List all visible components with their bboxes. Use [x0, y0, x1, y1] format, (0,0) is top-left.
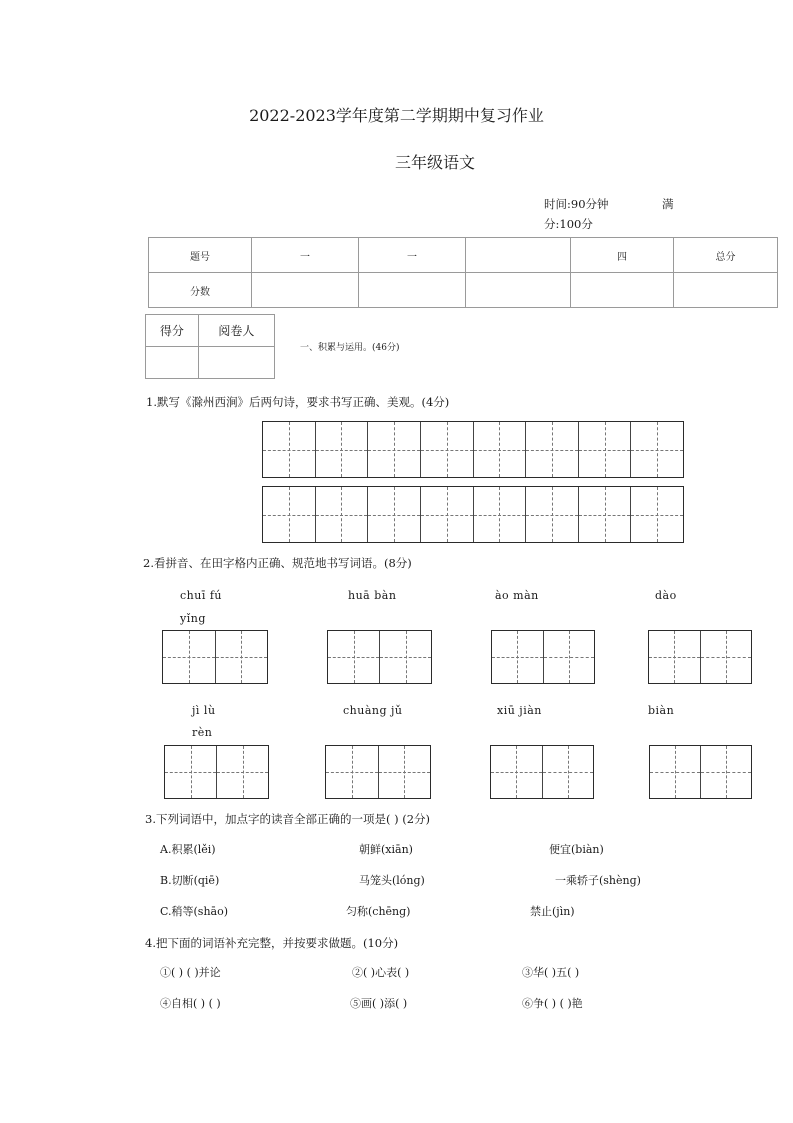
char-grid[interactable]	[164, 745, 269, 799]
score-cell: 四	[571, 238, 674, 273]
fill-blank-2: ②( )心表( )	[352, 966, 410, 979]
option-b-2: 马笼头(lónɡ)	[359, 874, 425, 887]
full-marks-info-b: 分:100分	[544, 217, 593, 231]
pinyin-label: yǐng	[180, 612, 206, 625]
fill-blank-5: ⑤画( )添( )	[350, 997, 408, 1010]
grader-score-input[interactable]	[146, 347, 199, 379]
score-input-cell[interactable]	[466, 273, 571, 308]
score-cell: 一	[252, 238, 359, 273]
page-title: 2022-2023学年度第二学期期中复习作业	[249, 106, 544, 125]
pinyin-label: rèn	[192, 726, 213, 739]
char-grid[interactable]	[325, 745, 431, 799]
writing-grid-line-1[interactable]	[262, 421, 684, 478]
time-info: 时间:90分钟	[544, 197, 609, 211]
char-grid[interactable]	[327, 630, 432, 684]
pinyin-label: huā bàn	[348, 589, 397, 602]
score-input-cell[interactable]	[674, 273, 778, 308]
score-table-header-row	[149, 238, 778, 273]
pinyin-label: xiū jiàn	[497, 704, 542, 717]
pinyin-label: jì lù	[192, 704, 216, 717]
option-a-1: A.积累(lěi)	[160, 843, 216, 856]
option-c-1: C.稍等(shāo)	[160, 905, 229, 918]
char-grid[interactable]	[648, 630, 752, 684]
option-b-1: B.切断(qiē)	[160, 874, 220, 887]
grader-reviewer-label: 阅卷人	[198, 315, 274, 347]
pinyin-label: chuàng jǔ	[343, 704, 403, 717]
char-grid[interactable]	[490, 745, 594, 799]
pinyin-label: biàn	[648, 704, 675, 717]
pinyin-label: chuī fú	[180, 589, 222, 602]
score-cell: 题号	[149, 238, 252, 273]
grader-reviewer-input[interactable]	[198, 347, 274, 379]
fill-blank-1: ①( ) ( )并论	[160, 966, 221, 979]
section-1-heading: 一、积累与运用。(46分)	[300, 343, 400, 353]
option-a-2: 朝鲜(xiān)	[359, 843, 413, 856]
option-c-3: 禁止(jìn)	[530, 905, 575, 918]
grader-score-label: 得分	[146, 315, 199, 347]
question-4: 4.把下面的词语补充完整，并按要求做题。(10分)	[145, 936, 399, 950]
score-input-cell[interactable]	[571, 273, 674, 308]
score-cell: 一	[359, 238, 466, 273]
full-marks-info-a: 满	[662, 197, 674, 211]
score-cell: 分数	[149, 273, 252, 308]
pinyin-label: dào	[655, 589, 677, 602]
page-subtitle: 三年级语文	[395, 153, 476, 172]
option-b-3: 一乘轿子(shènɡ)	[555, 874, 641, 887]
score-input-cell[interactable]	[252, 273, 359, 308]
question-1: 1.默写《滁州西涧》后两句诗，要求书写正确、美观。(4分)	[146, 395, 450, 409]
score-table-value-row	[149, 273, 778, 308]
score-input-cell[interactable]	[359, 273, 466, 308]
char-grid[interactable]	[162, 630, 268, 684]
option-c-2: 匀称(chēnɡ)	[346, 905, 411, 918]
fill-blank-6: ⑥争( ) ( )艳	[522, 997, 583, 1010]
writing-grid-line-2[interactable]	[262, 486, 684, 543]
pinyin-label: ào màn	[495, 589, 539, 602]
question-2: 2.看拼音、在田字格内正确、规范地书写词语。(8分)	[143, 556, 412, 570]
question-3: 3.下列词语中，加点字的读音全部正确的一项是( ) (2分)	[145, 812, 431, 826]
score-cell	[466, 238, 571, 273]
grader-box	[145, 314, 275, 379]
fill-blank-3: ③华( )五( )	[522, 966, 580, 979]
char-grid[interactable]	[649, 745, 752, 799]
char-grid[interactable]	[491, 630, 595, 684]
fill-blank-4: ④自相( ) ( )	[160, 997, 221, 1010]
score-table	[148, 237, 778, 308]
option-a-3: 便宜(biàn)	[549, 843, 604, 856]
score-cell: 总分	[674, 238, 778, 273]
